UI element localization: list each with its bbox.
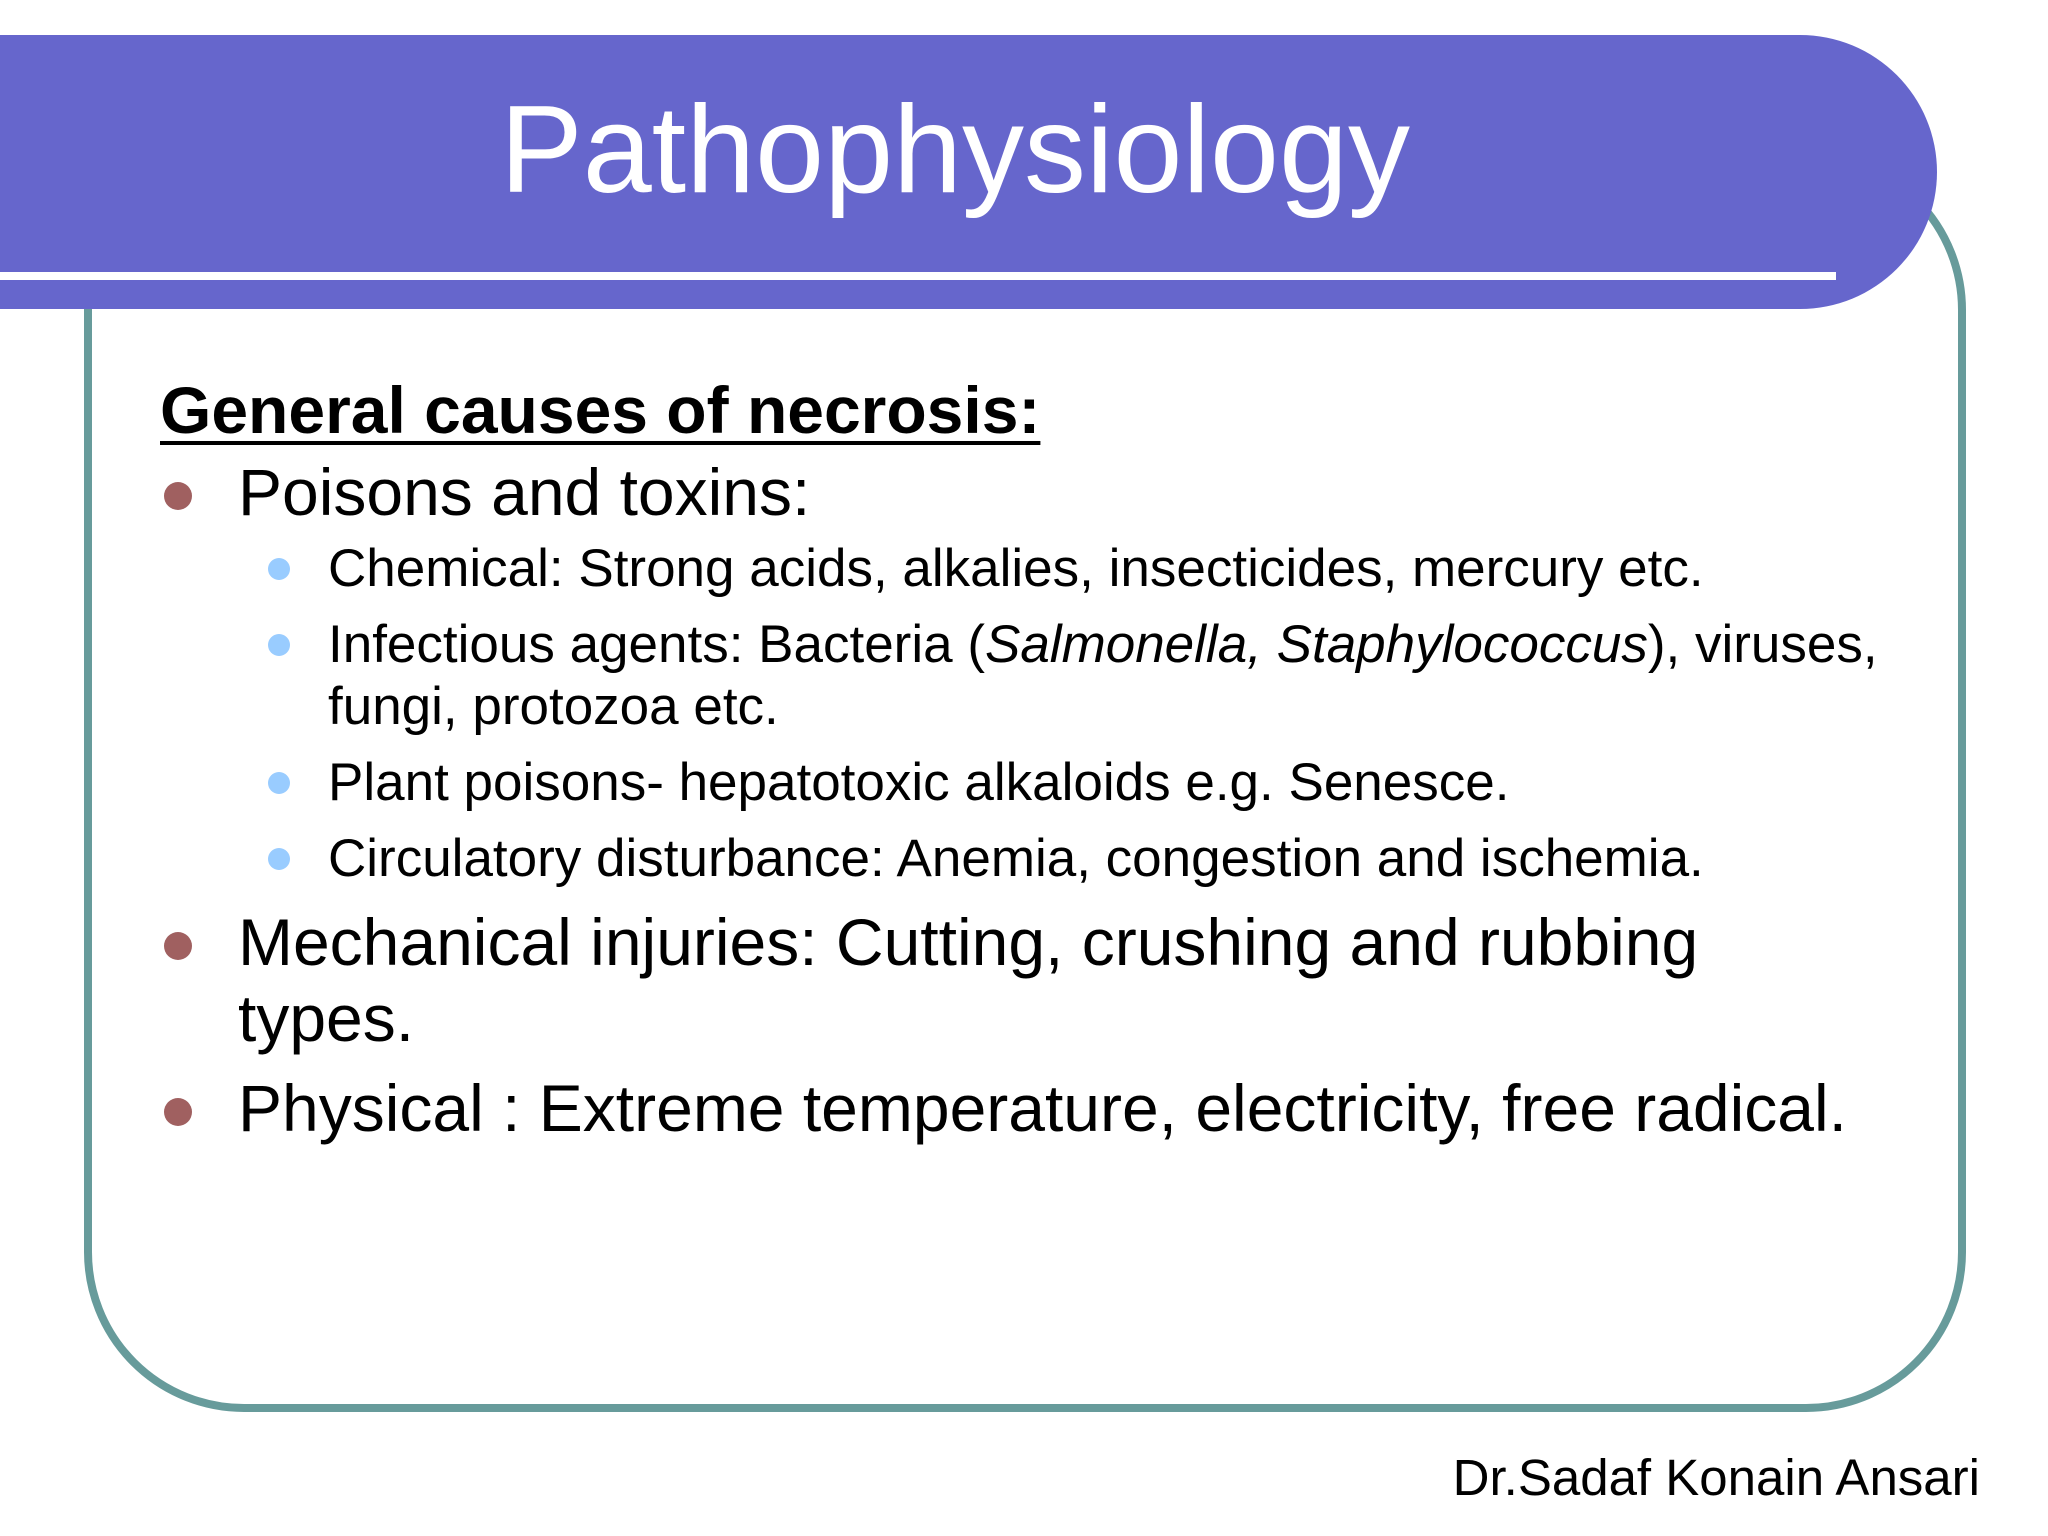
bullet-dot-icon [164, 1098, 192, 1126]
bullet-dot-icon [164, 932, 192, 960]
bullet-item-poisons [160, 454, 1880, 890]
sub-bullet-infectious [238, 614, 1880, 738]
bullet-item-physical [160, 1070, 1880, 1146]
bullet-item-mechanical [160, 904, 1880, 1056]
author-footer: Dr.Sadaf Konain Ansari [1452, 1449, 1980, 1506]
sub-bullet-text-italic: Salmonella, Staphylococcus [984, 615, 1648, 674]
sub-bullet-dot-icon [268, 848, 290, 870]
sub-bullet-text: Plant poisons- hepatotoxic alkaloids e.g. Senesce. [328, 753, 1510, 812]
sub-bullet-text-after: ), viruses, fungi, protozoa etc. [328, 615, 1878, 736]
bullet-list [160, 454, 1880, 1146]
sub-bullet-text: Chemical: Strong acids, alkalies, insecticides, mercury etc. [328, 539, 1704, 598]
sub-bullet-plant [238, 752, 1880, 814]
title-divider [0, 272, 1836, 280]
sub-bullet-chemical [238, 538, 1880, 600]
sub-bullet-text-before: Infectious agents: Bacteria ( [328, 615, 985, 674]
bullet-text: Physical : Extreme temperature, electricity, free radical. [238, 1071, 1848, 1145]
sub-bullet-dot-icon [268, 634, 290, 656]
slide-body [160, 370, 1880, 1160]
sub-bullet-list [238, 538, 1880, 890]
sub-bullet-text: Circulatory disturbance: Anemia, congestion and ischemia. [328, 829, 1704, 888]
sub-bullet-dot-icon [268, 772, 290, 794]
sub-bullet-dot-icon [268, 558, 290, 580]
sub-bullet-circulatory [238, 828, 1880, 890]
bullet-text: Poisons and toxins: [238, 455, 811, 529]
bullet-text: Mechanical injuries: Cutting, crushing and rubbing types. [238, 905, 1699, 1055]
bullet-dot-icon [164, 482, 192, 510]
section-heading: General causes of necrosis: [160, 373, 1041, 447]
slide-title: Pathophysiology [500, 81, 1410, 219]
